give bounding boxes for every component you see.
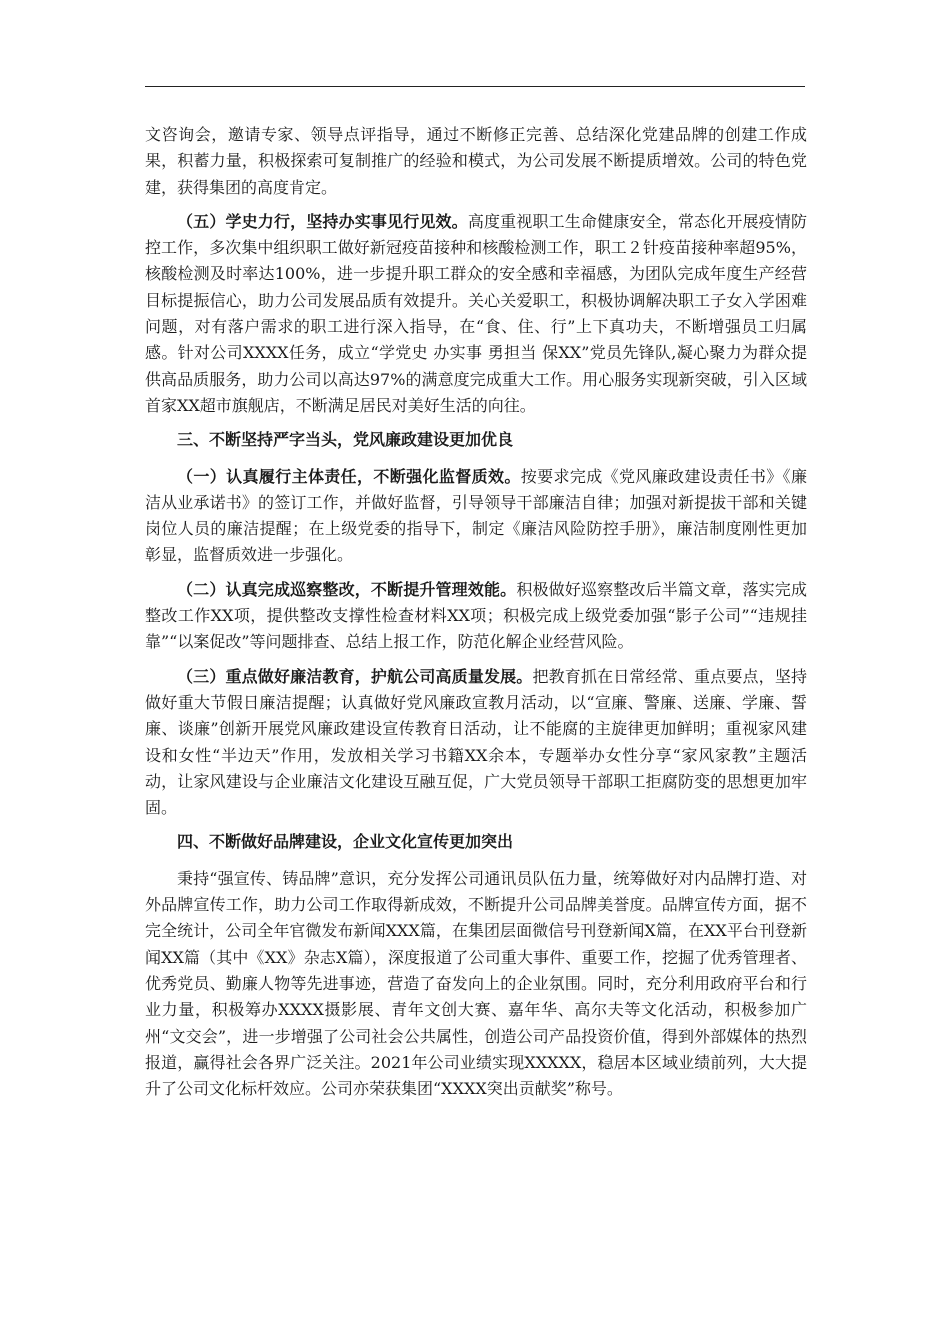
paragraph-continued: 文咨询会，邀请专家、领导点评指导，通过不断修正完善、总结深化党建品牌的创建工作成果，积蓄力量，积极探索可复制推广的经验和模式，为公司发展不断提质增效。公司的特色党建，获得集团的高度肯定。 (145, 125, 807, 197)
paragraph-lead: （三）重点做好廉洁教育，护航公司高质量发展。 (177, 666, 533, 686)
paragraph-body: 积极做好巡察整改后半篇文章，落实完成整改工作XX项，提供整改支撑性检查材料XX项；积极完成上级党委加强“影子公司”“违规挂靠”“以案促改”等问题排查、总结上报工作，防范化解企业经营风险。 (145, 579, 807, 652)
paragraph-lead: （二）认真完成巡察整改，不断提升管理效能。 (177, 579, 517, 599)
document-body (145, 122, 807, 1110)
paragraph-body: 高度重视职工生命健康安全，常态化开展疫情防控工作，多次集中组织职工做好新冠疫苗接种和核酸检测工作，职工２针疫苗接种率超95%，核酸检测及时率达100%，进一步提升职工群众的安全感和幸福感，为团队完成年度生产经营目标提振信心，助力公司发展品质有效提升。关心关爱职工，积极协调解决职工子女入学困难问题，对有落户需求的职工进行深入指导，在“食、住、行”上下真功夫，不断增强员工归属感。针对公司XXXX任务，成立“学党史 办实事 勇担当 保XX”党员先锋队,凝心聚力为群众提供高品质服务，助力公司以高达97%的满意度完成重大工作。用心服务实现新突破，引入区域首家XX超市旗舰店，不断满足居民对美好生活的向往。 (145, 211, 807, 415)
paragraph-4-body: 秉持“强宣传、铸品牌”意识，充分发挥公司通讯员队伍力量，统筹做好对内品牌打造、对外品牌宣传工作，助力公司工作取得新成效，不断提升公司品牌美誉度。品牌宣传方面，据不完全统计，公司全年官微发布新闻XXX篇，在集团层面微信号刊登新闻X篇，在XX平台刊登新闻XX篇（其中《XX》杂志X篇），深度报道了公司重大事件、重要工作，挖掘了优秀管理者、优秀党员、勤廉人物等先进事迹，营造了奋发向上的企业氛围。同时，充分利用政府平台和行业力量，积极筹办XXXX摄影展、青年文创大赛、嘉年华、高尔夫等文化活动，积极参加广州“文交会”，进一步增强了公司社会公共属性，创造公司产品投资价值，得到外部媒体的热烈报道，赢得社会各界广泛关注。2021年公司业绩实现XXXXX，稳居本区域业绩前列，大大提升了公司文化标杆效应。公司亦荣获集团“XXXX突出贡献奖”称号。 (145, 868, 807, 1099)
paragraph-3-2 (145, 577, 807, 656)
paragraph-3-1 (145, 464, 807, 569)
paragraph-lead: （一）认真履行主体责任，不断强化监督质效。 (177, 466, 521, 486)
paragraph-five (145, 209, 807, 419)
section-heading-4: 四、不断做好品牌建设，企业文化宣传更加突出 (177, 832, 514, 852)
paragraph-body: 按要求完成《党风廉政建设责任书》《廉洁从业承诺书》的签订工作，并做好监督，引导领导干部廉洁自律；加强对新提拔干部和关键岗位人员的廉洁提醒；在上级党委的指导下，制定《廉洁风险防控手册》，廉洁制度刚性更加彰显，监督质效进一步强化。 (145, 466, 807, 565)
paragraph-3-3 (145, 664, 807, 822)
paragraph-body: 把教育抓在日常经常、重点要点，坚持做好重大节假日廉洁提醒；认真做好党风廉政宣教月活动，以“宣廉、警廉、送廉、学廉、誓廉、谈廉”创新开展党风廉政建设宣传教育日活动，让不能腐的主旋律更加鲜明；重视家风建设和女性“半边天”作用，发放相关学习书籍XX余本，专题举办女性分享“家风家教”主题活动，让家风建设与企业廉洁文化建设互融互促，广大党员领导干部职工拒腐防变的思想更加牢固。 (145, 666, 807, 818)
section-heading-3: 三、不断坚持严字当头，党风廉政建设更加优良 (177, 430, 514, 450)
header-rule (145, 86, 805, 87)
paragraph-lead: （五）学史力行，坚持办实事见行见效。 (177, 211, 468, 231)
